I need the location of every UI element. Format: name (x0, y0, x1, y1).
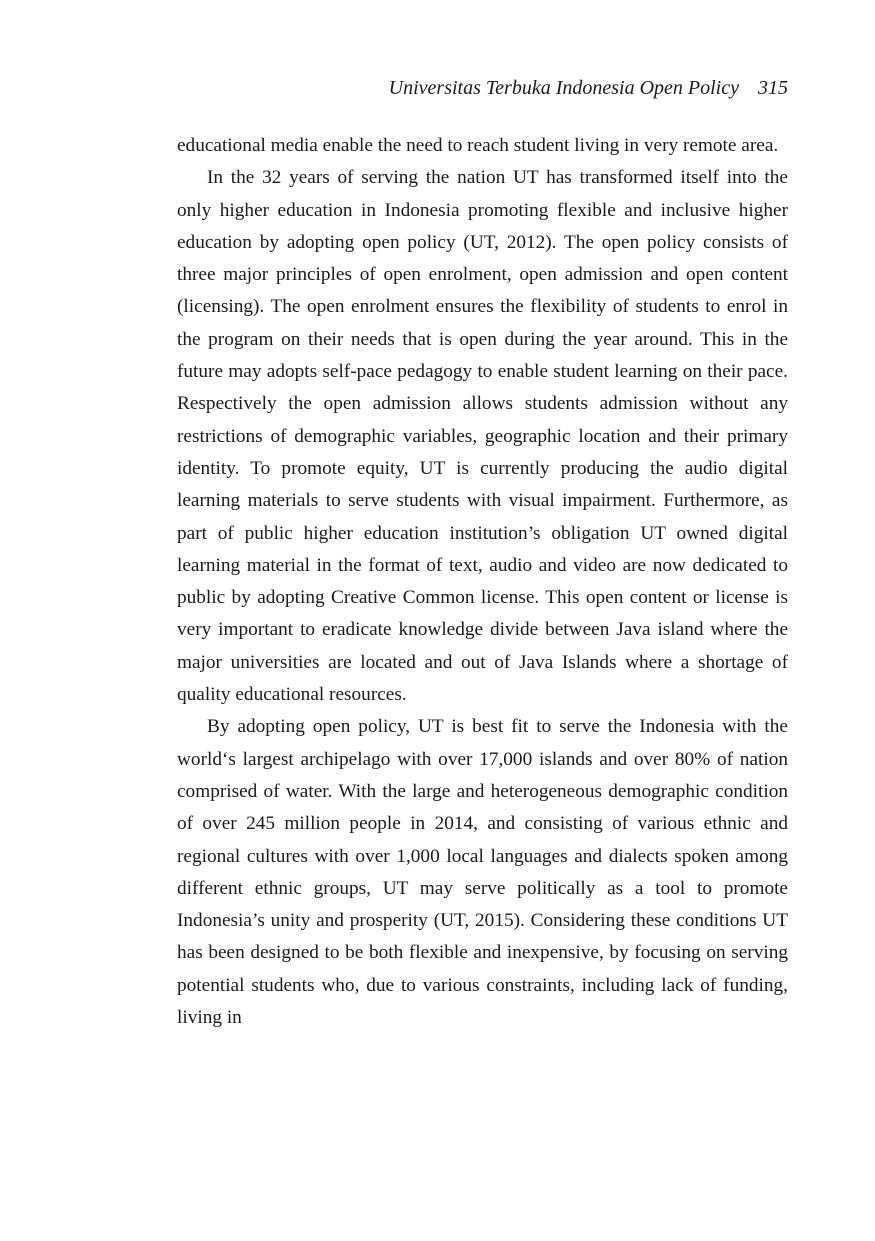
running-header (177, 74, 788, 102)
paragraph-continued: educational media enable the need to reach student living in very remote area. (177, 135, 779, 156)
body-text (177, 130, 788, 1034)
page-number: 315 (758, 77, 788, 99)
paragraph-open-policy: In the 32 years of serving the nation UT has transformed itself into the only higher education in Indonesia promoting flexible and inclusive higher education by adopting open policy (UT, 2012). The open policy consists of three major principles of open enrolment, open admission and open content (licensing). The open enrolment ensures the flexibility of students to enrol in the program on their needs that is open during the year around. This in the future may adopts self-pace pedagogy to enable student learning on their pace. Respectively the open admission allows students admission without any restrictions of demographic variables, geographic location and their primary identity. To promote equity, UT is currently producing the audio digital learning materials to serve students with visual impairment. Furthermore, as part of public higher education institution’s obligation UT owned digital learning material in the format of text, audio and video are now dedicated to public by adopting Creative Common license. This open content or license is very important to eradicate knowledge divide between Java island where the major universities are located and out of Java Islands where a shortage of quality educational resources. (177, 167, 788, 706)
running-title: Universitas Terbuka Indonesia Open Policy (388, 77, 739, 99)
paragraph-archipelago: By adopting open policy, UT is best fit to serve the Indonesia with the world‘s largest archipelago with over 17,000 islands and over 80% of nation comprised of water. With the large and heterogeneous demographic condition of over 245 million people in 2014, and consisting of various ethnic and regional cultures with over 1,000 local languages and dialects spoken among different ethnic groups, UT may serve politically as a tool to promote Indonesia’s unity and prosperity (UT, 2015). Considering these conditions UT has been designed to be both flexible and inexpensive, by focusing on serving potential students who, due to various constraints, including lack of funding, living in (177, 716, 788, 1029)
